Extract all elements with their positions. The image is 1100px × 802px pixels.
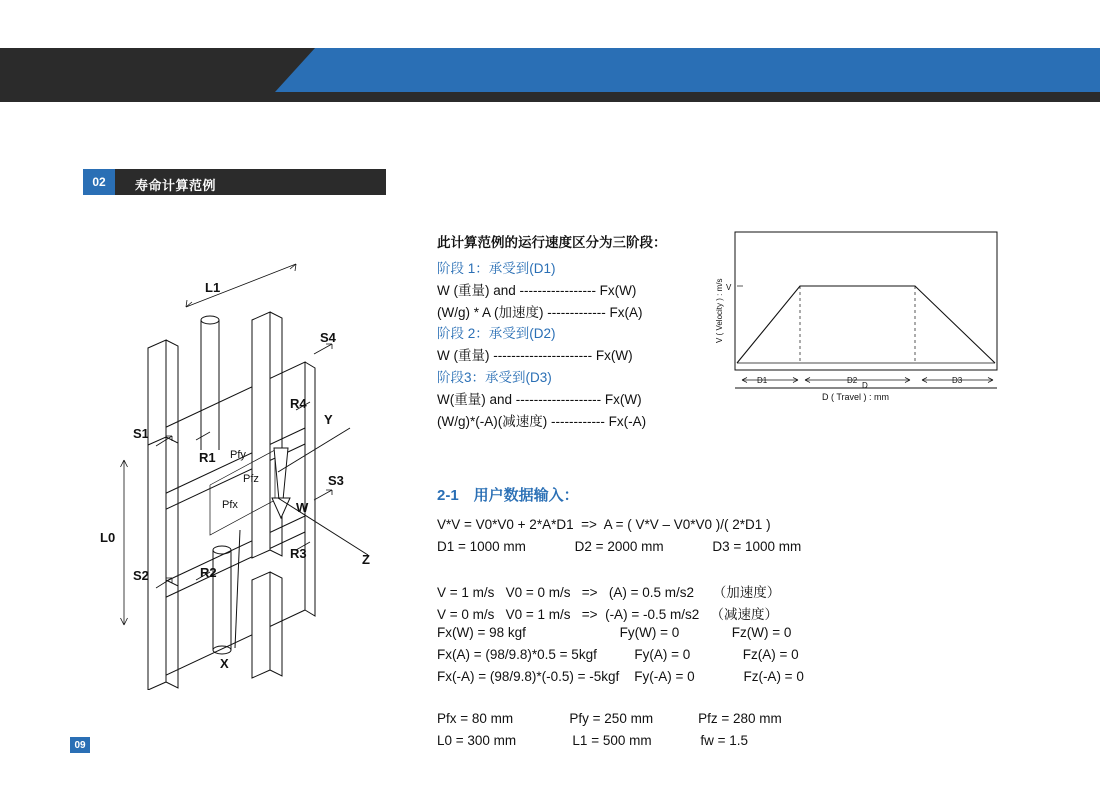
eagle-logo-icon: [828, 14, 845, 31]
velocity-profile-chart: [710, 228, 1000, 403]
diagram-label-S2: S2: [133, 568, 149, 583]
stage3-title: 阶段3：承受到(D3): [437, 370, 552, 385]
length-values-line: L0 = 300 mm L1 = 500 mm fw = 1.5: [437, 733, 749, 748]
diagram-axis-X: X: [220, 656, 229, 671]
brand-name: HENGERDA恒而达: [847, 14, 996, 33]
page-header: [0, 48, 1100, 92]
chart-segment-d2: D2: [847, 376, 858, 385]
intro-heading: 此计算范例的运行速度区分为三阶段：: [437, 235, 667, 250]
force-weight-line: Fx(W) = 98 kgf Fy(W) = 0 Fz(W) = 0: [437, 625, 792, 640]
acceleration-line: V = 1 m/s V0 = 0 m/s => (A) = 0.5 m/s2 （加速度）: [437, 585, 781, 600]
chart-x-sub-label: D: [862, 381, 868, 390]
pf-values-line: Pfx = 80 mm Pfy = 250 mm Pfz = 280 mm: [437, 711, 782, 726]
diagram-label-S4: S4: [320, 330, 336, 345]
velocity-formula: V*V = V0*V0 + 2*A*D1 => A = ( V*V – V0*V0 )/( 2*D1 ): [437, 517, 771, 532]
section-bar: [83, 169, 386, 195]
page-number: 09: [70, 737, 90, 753]
diagram-axis-Z: Z: [362, 552, 370, 567]
header-accent-banner: [275, 48, 1100, 92]
diagram-label-R2: R2: [200, 565, 217, 580]
diagram-label-S1: S1: [133, 426, 149, 441]
stage1-title: 阶段 1：承受到(D1): [437, 261, 556, 276]
brand-logo: [828, 9, 996, 34]
diagram-label-R3: R3: [290, 546, 307, 561]
chart-y-axis-label: V ( Velocity ) : m/s: [715, 278, 724, 343]
stage2-line1: W (重量) ---------------------- Fx(W): [437, 348, 633, 363]
chart-segment-d1: D1: [757, 376, 768, 385]
chapter-title: 二、认识直线导轨: [83, 15, 220, 32]
chart-x-axis-label: D ( Travel ) : mm: [822, 392, 889, 402]
diagram-label-L0: L0: [100, 530, 116, 545]
diagram-label-Pfz: Pfz: [243, 473, 259, 485]
linear-guide-diagram: [100, 250, 430, 690]
force-decel-line: Fx(-A) = (98/9.8)*(-0.5) = -5kgf Fy(-A) = 0 Fz(-A) = 0: [437, 669, 804, 684]
diagram-label-S3: S3: [328, 473, 344, 488]
diagram-label-Pfx: Pfx: [222, 499, 238, 511]
stage2-title: 阶段 2：承受到(D2): [437, 326, 556, 341]
header-underbar: [0, 92, 1100, 102]
diagram-axis-Y: Y: [324, 412, 333, 427]
diagram-label-W: W: [296, 500, 309, 515]
force-accel-line: Fx(A) = (98/9.8)*0.5 = 5kgf Fy(A) = 0 Fz(A) = 0: [437, 647, 799, 662]
diagram-label-R1: R1: [199, 450, 216, 465]
stage3-line2: (W/g)*(-A)(减速度) ------------ Fx(-A): [437, 414, 647, 429]
section-number: 02: [83, 169, 115, 195]
diagram-label-L1: L1: [205, 280, 221, 295]
stage3-line1: W(重量) and ------------------- Fx(W): [437, 392, 642, 407]
stage1-line1: W (重量) and ----------------- Fx(W): [437, 283, 637, 298]
distance-values: D1 = 1000 mm D2 = 2000 mm D3 = 1000 mm: [437, 539, 802, 554]
section-label: 寿命计算范例: [135, 178, 217, 193]
stage1-line2: (W/g) * A (加速度) ------------- Fx(A): [437, 305, 643, 320]
diagram-label-R4: R4: [290, 396, 307, 411]
chart-segment-d3: D3: [952, 376, 963, 385]
user-input-title: 2-1 用户数据输入：: [437, 487, 579, 504]
deceleration-line: V = 0 m/s V0 = 1 m/s => (-A) = -0.5 m/s2 （减速度）: [437, 607, 778, 622]
diagram-label-Pfy: Pfy: [230, 449, 246, 461]
chart-y-tick-label: V: [726, 283, 732, 292]
